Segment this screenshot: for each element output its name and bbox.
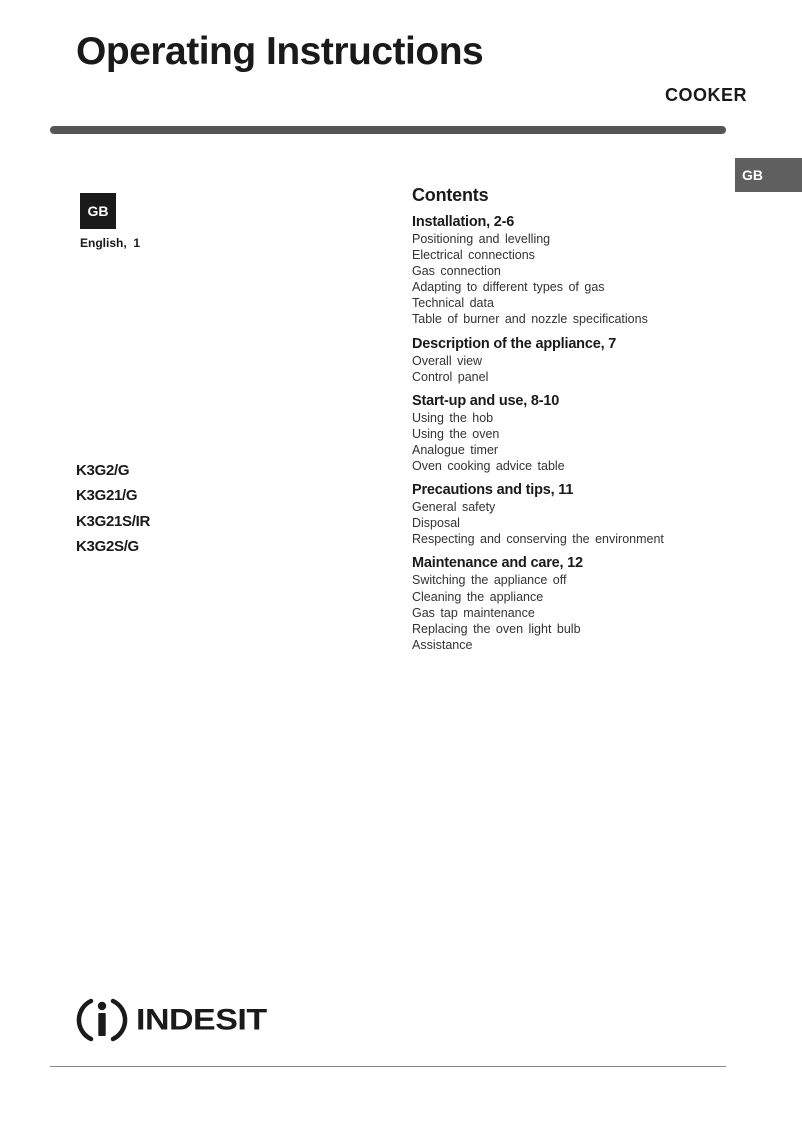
model-name: K3G21/G <box>76 487 138 505</box>
brand-wordmark: INDESIT <box>136 1002 267 1037</box>
table-of-contents <box>412 185 752 661</box>
toc-item: Gas connection <box>412 264 501 279</box>
toc-item: Cleaning the appliance <box>412 589 544 604</box>
document-title: Operating Instructions <box>76 30 484 73</box>
toc-section-startup <box>412 393 752 474</box>
toc-item: Positioning and levelling <box>412 232 551 246</box>
contents-heading: Contents <box>412 185 489 205</box>
toc-item: Replacing the oven light bulb <box>412 621 581 636</box>
model-name: K3G21S/IR <box>76 512 150 530</box>
indesit-i-logo-icon <box>76 994 128 1046</box>
toc-item: Using the oven <box>412 426 500 441</box>
toc-item: Switching the appliance off <box>412 573 567 588</box>
model-name: K3G2S/G <box>76 537 139 555</box>
model-name: K3G2/G <box>76 462 130 479</box>
toc-section-title: Precautions and tips, 11 <box>412 482 574 499</box>
toc-section-installation <box>412 214 752 328</box>
toc-section-maintenance <box>412 555 752 652</box>
document-subtitle: COOKER <box>664 85 747 105</box>
language-badge <box>80 193 116 229</box>
toc-item: Oven cooking advice table <box>412 459 565 474</box>
toc-item: Analogue timer <box>412 442 499 457</box>
toc-item: Adapting to different types of gas <box>412 280 605 295</box>
toc-section-precautions <box>412 482 752 547</box>
toc-section-title: Start-up and use, 8-10 <box>412 392 560 409</box>
toc-section-description <box>412 336 752 385</box>
brand-logo <box>76 994 267 1046</box>
toc-item: Disposal <box>412 516 460 531</box>
toc-item: Overall view <box>412 353 483 368</box>
toc-section-title: Maintenance and care, 12 <box>412 555 583 572</box>
toc-item: Using the hob <box>412 410 494 425</box>
toc-item: Gas tap maintenance <box>412 605 535 620</box>
footer-rule <box>50 1066 726 1067</box>
toc-section-title: Description of the appliance, 7 <box>412 335 617 352</box>
toc-item: Respecting and conserving the environment <box>412 532 664 547</box>
toc-item: General safety <box>412 500 496 515</box>
toc-item: Technical data <box>412 296 494 311</box>
header-rule <box>50 126 726 134</box>
toc-item: Electrical connections <box>412 248 535 263</box>
toc-item: Assistance <box>412 637 473 652</box>
toc-section-title: Installation, 2-6 <box>412 214 515 230</box>
toc-item: Table of burner and nozzle specifications <box>412 312 648 327</box>
language-index-line: English, 1 <box>80 236 141 250</box>
language-badge-label: GB <box>87 203 109 219</box>
model-list <box>76 462 150 563</box>
side-tab-label: GB <box>742 167 763 183</box>
toc-item: Control panel <box>412 369 489 384</box>
